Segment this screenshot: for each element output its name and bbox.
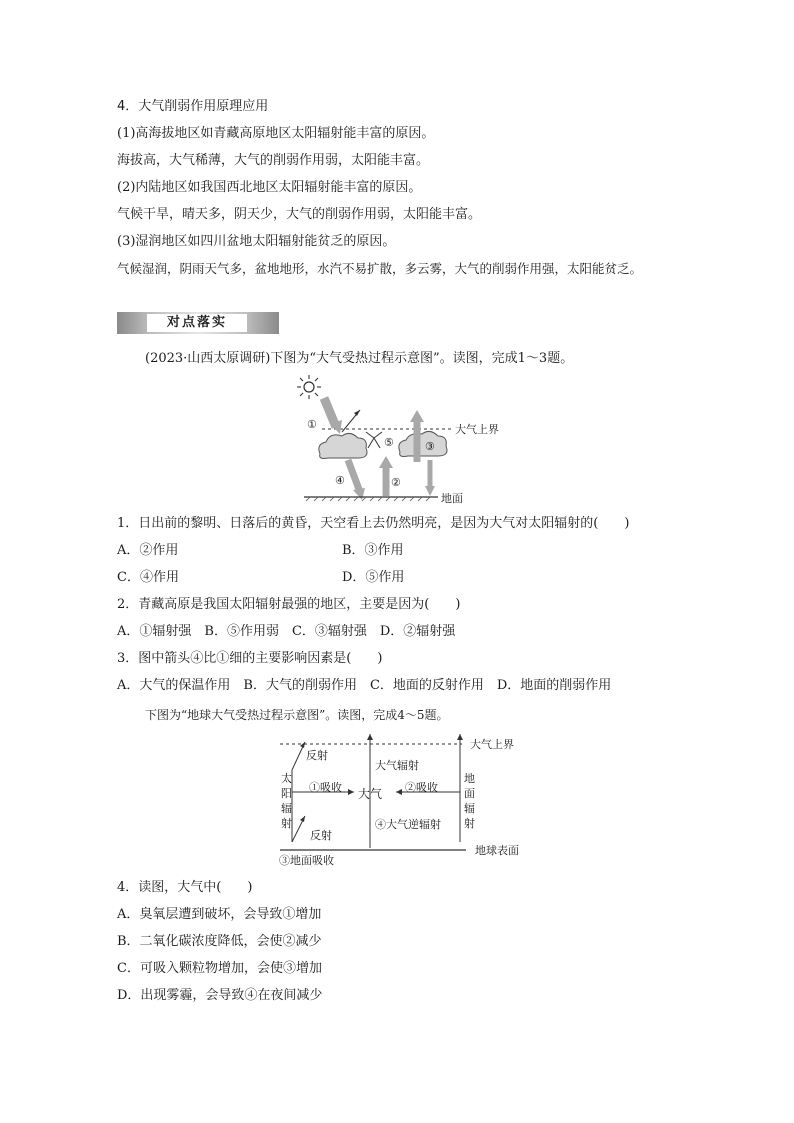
section-4-item-1: (1)高海拔地区如青藏高原地区太阳辐射能丰富的原因。 [117,126,435,141]
fig1-marker-2: ② [391,476,401,489]
fig1-marker-4: ④ [335,474,345,487]
q3-stem: 3．图中箭头④比①细的主要影响因素是( ) [117,651,383,666]
fig1-marker-1: ① [307,418,317,431]
fig2-reflect-top-label: 反射 [306,749,328,762]
q4-option-d[interactable]: D．出现雾霾，会导致④在夜间减少 [117,988,323,1003]
fig2-center-label: 大气 [358,787,383,801]
intro-1: (2023·山西太原调研)下图为“大气受热过程示意图”。读图，完成1～3题。 [145,351,574,366]
fig2-counter-radiation-label: ④大气逆辐射 [375,818,441,831]
q1-option-d[interactable]: D．⑤作用 [342,570,405,585]
intro-2: 下图为“地球大气受热过程示意图”。读图，完成4～5题。 [145,708,449,722]
section-banner [117,312,279,334]
arrow-4-to-ground [348,460,360,492]
fig1-ground-label: 地面 [441,492,463,505]
q1-option-b[interactable]: B．③作用 [342,543,404,558]
fig2-right-vertical-label: 地面辐射 [464,772,475,830]
q1-option-c[interactable]: C．④作用 [117,570,179,585]
fig2-absorb-2-label: ②吸收 [405,781,438,794]
fig2-ground-absorb-label: ③地面吸收 [279,854,334,867]
q1-stem: 1．日出前的黎明、日落后的黄昏，天空看上去仍然明亮，是因为大气对太阳辐射的( ) [117,516,630,531]
sun-icon [297,375,321,399]
fig2-absorb-1-label: ①吸收 [309,781,342,794]
cloud-right-icon [399,431,447,456]
q2-stem: 2．青藏高原是我国太阳辐射最强的地区，主要是因为( ) [117,597,461,612]
q4-option-b[interactable]: B．二氧化碳浓度降低，会使②减少 [117,934,322,949]
q1-option-a[interactable]: A．②作用 [117,543,179,558]
section-4-item-4: 气候干旱，晴天多，阴天少，大气的削弱作用弱，太阳能丰富。 [117,207,482,222]
section-4-title: 4．大气削弱作用原理应用 [117,99,269,114]
fig2-left-vertical-label: 太阳辐射 [281,772,292,830]
q2-options[interactable]: A．①辐射强 B．⑤作用弱 C．③辐射强 D．②辐射强 [117,624,456,639]
section-4-item-5: (3)湿润地区如四川盆地太阳辐射能贫乏的原因。 [117,234,396,249]
cloud-left-icon [319,433,367,458]
section-4-item-6: 气候湿润，阴雨天气多，盆地地形，水汽不易扩散，多云雾，大气的削弱作用强，太阳能贫乏。 [117,261,643,276]
q4-option-c[interactable]: C．可吸入颗粒物增加，会使③增加 [117,961,322,976]
fig2-atm-radiation-label: 大气辐射 [375,759,419,772]
banner-label: 对点落实 [147,314,247,332]
q3-options[interactable]: A．大气的保温作用 B．大气的削弱作用 C．地面的反射作用 D．地面的削弱作用 [117,678,612,693]
section-4-item-3: (2)内陆地区如我国西北地区太阳辐射能丰富的原因。 [117,180,422,195]
q4-stem: 4．读图，大气中( ) [117,880,253,895]
scatter-icon [366,432,382,448]
fig2-top-label: 大气上界 [470,738,514,751]
fig2-reflect-bottom-label: 反射 [310,829,332,842]
fig1-marker-5: ⑤ [384,436,394,449]
fig1-top-label: 大气上界 [455,423,499,436]
q4-option-a[interactable]: A．臭氧层遭到破坏，会导致①增加 [117,907,322,922]
section-4-item-2: 海拔高，大气稀薄，大气的削弱作用弱，太阳能丰富。 [117,153,430,168]
fig1-marker-3: ③ [425,440,435,453]
fig2-earth-surface-label: 地球表面 [475,844,519,857]
